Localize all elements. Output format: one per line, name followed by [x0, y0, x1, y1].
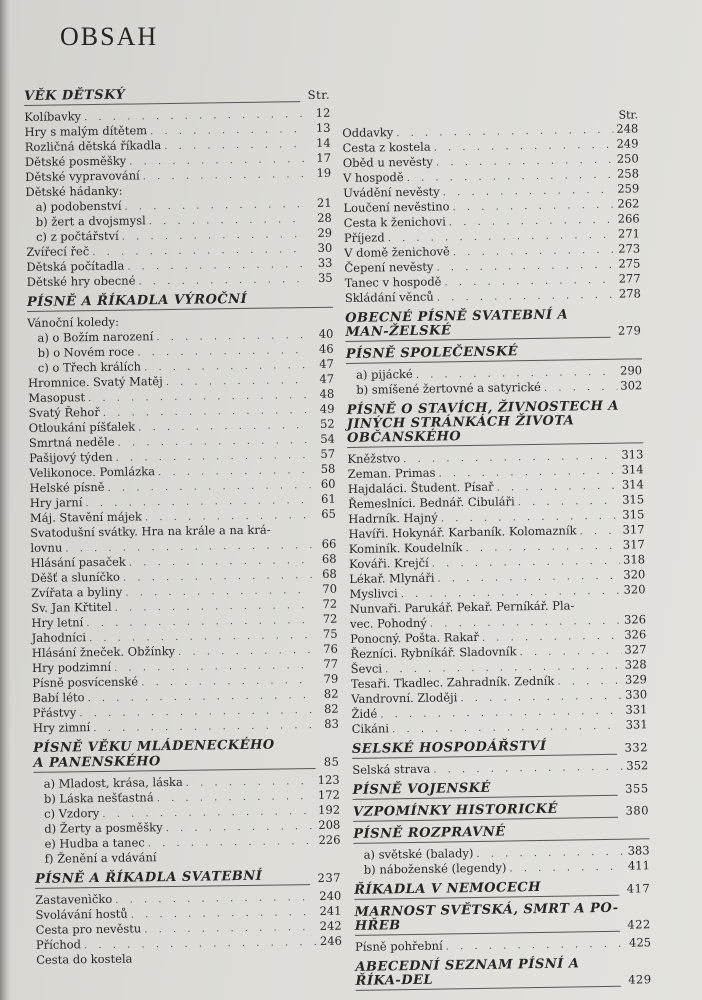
- entry-title: Tesaři. Tkadlec. Zahradník. Zedník: [350, 673, 555, 691]
- page-number: 326: [624, 627, 647, 642]
- dot-leader: [143, 167, 307, 184]
- entry-title: b) žert a dvojsmysl: [35, 213, 146, 229]
- entry-title: Kolíbavky: [24, 109, 82, 124]
- toc-section-heading: PÍSNĚ A ŘÍKADLA VÝROČNÍ: [27, 292, 333, 312]
- page-number: 250: [616, 151, 639, 166]
- page-number: 331: [625, 702, 648, 717]
- entry-title: Hlásání pasaček: [30, 554, 126, 570]
- page-number: 47: [319, 356, 334, 371]
- toc-section-heading: [35, 869, 341, 889]
- toc-section-heading: PÍSNĚ SPOLEČENSKÉ: [346, 343, 642, 364]
- entry-title: Oddavky: [342, 125, 394, 140]
- toc-section-heading: [355, 956, 651, 991]
- toc-section-heading: [352, 738, 648, 759]
- page-number: 47: [319, 371, 335, 386]
- str-header: Str.: [618, 108, 639, 122]
- dot-leader: [126, 192, 307, 195]
- entry-title: Masopust: [28, 390, 86, 405]
- page-number: 273: [618, 241, 641, 256]
- page-number: 226: [318, 832, 341, 847]
- toc-section-heading: PÍSNĚ O STAVÍCH, ŽIVNOSTECH A JINÝCH STRÁNKÁCH ŽIVOTA OBČANSKÉHO: [347, 399, 644, 448]
- entry-title: V domě ženichově: [344, 244, 450, 260]
- page-number: 29: [317, 225, 333, 240]
- page-number: 58: [320, 461, 336, 476]
- entry-title: Ševci: [350, 661, 383, 676]
- page-number: 240: [319, 888, 342, 903]
- page-number: 259: [617, 181, 640, 196]
- entry-title: Nunvaři. Parukář. Pekař. Perníkář. Pla-: [349, 598, 575, 616]
- dot-leader: [519, 644, 621, 661]
- dot-leader: [544, 380, 618, 396]
- entry-title: Pašijový týden: [29, 449, 113, 465]
- page-number: 57: [320, 446, 336, 461]
- entry-title: Dětské vypravování: [25, 168, 140, 184]
- entry-title: Sv. Jan Křtitel: [31, 599, 112, 615]
- entry-title: Cesta pro nevěstu: [35, 921, 142, 937]
- entry-title: Máj. Stavění májek: [29, 509, 143, 525]
- dot-leader: [437, 288, 616, 306]
- page-number: 83: [324, 716, 339, 731]
- page-number: 417: [626, 881, 651, 896]
- entry-title: V hospodě: [342, 170, 404, 185]
- toc-list: [355, 935, 651, 955]
- page-number: 60: [320, 476, 336, 491]
- toc-list: [346, 363, 642, 398]
- page-number: 328: [624, 657, 647, 672]
- page-number: 14: [316, 135, 331, 150]
- entry-title: a) světské (balady): [363, 846, 474, 862]
- entry-title: Lékař. Mlynáři: [349, 570, 435, 586]
- str-header: Str.: [307, 87, 331, 103]
- entry-title: Hry letní: [31, 615, 84, 630]
- page-number: 82: [323, 686, 339, 701]
- section-title: VZPOMÍNKY HISTORICKÉ: [353, 802, 618, 822]
- page-number: 275: [618, 256, 641, 271]
- toc-entry: [33, 717, 339, 736]
- dot-leader: [446, 937, 627, 955]
- page-number: 279: [617, 323, 642, 338]
- entry-title: Myslivci: [349, 586, 398, 601]
- entry-title: Židé: [351, 706, 378, 721]
- dot-leader: [433, 760, 623, 778]
- page-number: 315: [622, 492, 645, 507]
- page-number: 40: [318, 326, 334, 341]
- page-number: 313: [621, 447, 644, 462]
- entry-title: Kněžstvo: [347, 451, 401, 466]
- entry-title: Dětské hry obecné: [26, 273, 136, 289]
- entry-title: f) Ženění a vdávání: [44, 850, 157, 866]
- entry-title: Zeman. Primas: [347, 465, 436, 481]
- page-number: 383: [627, 843, 650, 858]
- page-number: 290: [620, 363, 643, 378]
- entry-title: Uvádění nevěsty: [343, 184, 440, 200]
- page-number: 172: [317, 787, 340, 802]
- page-title: OBSAH: [60, 22, 159, 51]
- page-number: 248: [616, 121, 639, 136]
- entry-title: Zvířecí řeč: [26, 244, 90, 259]
- section-title: A PANENSKÉHO: [33, 753, 316, 773]
- page-number: 52: [319, 416, 335, 431]
- page-number: 331: [625, 717, 648, 732]
- toc-entry: [354, 858, 650, 878]
- page-number: 208: [318, 817, 341, 832]
- toc-list: [347, 447, 647, 737]
- entry-title: e) Hudba a tanec: [44, 835, 145, 851]
- dot-leader: [274, 533, 312, 534]
- page-number: 411: [627, 858, 650, 873]
- toc-list: [352, 758, 648, 778]
- toc-section-heading: [345, 307, 641, 342]
- entry-title: b) o Novém roce: [37, 344, 135, 360]
- section-title: PÍSNĚ A ŘÍKADLA SVATEBNÍ: [35, 869, 310, 889]
- toc-section-heading: [353, 801, 649, 822]
- page-number: 33: [317, 255, 333, 270]
- dot-leader: [518, 494, 620, 511]
- toc-section-heading: [353, 779, 649, 800]
- page-number: 318: [622, 552, 646, 567]
- entry-title: Loučení nevěstino: [343, 199, 450, 215]
- entry-title: a) o Božím narození: [37, 329, 154, 345]
- page-number: 77: [323, 656, 339, 671]
- page-number: 82: [323, 701, 339, 716]
- dot-leader: [557, 674, 622, 690]
- page-number: 48: [319, 386, 335, 401]
- entry-title: Děšť a sluníčko: [30, 569, 121, 585]
- page-number: 49: [319, 401, 335, 416]
- toc-entry: [34, 833, 340, 852]
- toc-section-heading: [354, 901, 650, 936]
- page-number: 242: [319, 918, 342, 933]
- entry-title: Hry podzimní: [31, 659, 112, 675]
- page-number: 317: [622, 522, 645, 537]
- page-number: 330: [625, 687, 648, 702]
- entry-title: Dětské posměšky: [24, 153, 127, 169]
- page-number: 302: [620, 378, 643, 393]
- entry-title: Tanec v hospodě: [344, 274, 442, 290]
- dot-leader: [160, 859, 316, 861]
- toc-list: [24, 106, 332, 290]
- dot-leader: [138, 272, 307, 289]
- page-number: 380: [625, 803, 650, 818]
- entry-title: Hlásání žneček. Obžínky: [31, 643, 176, 660]
- page-number: 262: [617, 196, 640, 211]
- page-number: 277: [618, 271, 641, 286]
- page-number: 326: [623, 612, 647, 627]
- toc-section-heading: PÍSNĚ ROZPRAVNÉ: [353, 823, 649, 844]
- page-number: 30: [317, 240, 333, 255]
- toc-entry: [27, 271, 333, 290]
- entry-title: c) Vzdory: [44, 806, 100, 821]
- entry-title: b) náboženské (legendy): [363, 860, 507, 877]
- entry-title: c) z počtářství: [35, 228, 119, 244]
- dot-leader: [392, 719, 623, 738]
- toc-section-heading: [354, 879, 650, 900]
- entry-title: Ponocný. Pošta. Rakař: [350, 629, 479, 646]
- page-number: 76: [323, 641, 338, 656]
- dot-leader: [577, 609, 620, 610]
- entry-title: Otloukání píšťalek: [28, 419, 136, 435]
- page-number: 70: [322, 581, 338, 596]
- section-title: MARNOST SVĚTSKÁ, SMRT A PO-HŘEB: [354, 900, 619, 934]
- page-number: 320: [623, 567, 646, 582]
- page-binding-edge: [0, 0, 10, 1000]
- entry-title: Hadrník. Hajný: [348, 510, 438, 526]
- entry-title: Cesta k ženichovi: [343, 214, 446, 230]
- entry-title: a) Mladost, krása, láska: [43, 774, 183, 791]
- section-title: SELSKÉ HOSPODÁŘSTVÍ: [352, 739, 617, 759]
- page-number: 332: [624, 740, 649, 755]
- page-number: 249: [616, 136, 639, 151]
- entry-title: Cesta z kostela: [342, 139, 431, 155]
- entry-title: Svatý Řehoř: [28, 404, 100, 420]
- entry-title: vec. Pohodný: [349, 615, 427, 631]
- page-number: 19: [316, 165, 332, 180]
- entry-title: a) pijácké: [355, 366, 413, 382]
- page-number: 422: [627, 917, 651, 932]
- entry-title: Selská strava: [352, 761, 431, 777]
- dot-leader: [136, 960, 318, 963]
- toc-left-column: [24, 86, 342, 968]
- entry-title: Zvířata a byliny: [30, 584, 123, 600]
- page-number: 327: [624, 642, 647, 657]
- toc-list: [35, 889, 342, 968]
- page-number: 271: [617, 226, 641, 241]
- page-number: 314: [621, 462, 644, 477]
- page-number: 13: [315, 120, 331, 135]
- entry-title: Skládání věnců: [344, 289, 434, 305]
- entry-title: Řezníci. Rybníkář. Sladovník: [350, 644, 517, 661]
- page-number: 72: [322, 611, 338, 626]
- entry-title: Helské písně: [29, 479, 105, 495]
- page-number: 266: [617, 211, 640, 226]
- dot-leader: [122, 323, 308, 326]
- entry-title: Jahodníci: [31, 630, 87, 645]
- toc-entry: [345, 286, 641, 306]
- entry-title: Dětské hádanky:: [25, 183, 123, 199]
- entry-title: Havíři. Hokynář. Karbaník. Kolomazník: [348, 523, 577, 541]
- entry-title: Zastavenìčko: [35, 891, 113, 907]
- entry-title: Smrtná neděle: [28, 434, 115, 450]
- entry-title: lovnu: [30, 540, 63, 555]
- section-title: ABECEDNÍ SEZNAM PÍSNÍ A ŘÍKA-DEL: [355, 957, 620, 991]
- page-number: 192: [318, 802, 341, 817]
- entry-title: Hry s malým dítětem: [24, 123, 148, 139]
- page-number: 246: [319, 933, 343, 948]
- page-number: 85: [323, 754, 340, 769]
- toc-list: [27, 312, 339, 736]
- section-title: PÍSNĚ VOJENSKÉ: [353, 780, 618, 800]
- page-number: 241: [319, 903, 342, 918]
- page-number: 429: [628, 972, 652, 987]
- entry-title: d) Žerty a posměšky: [44, 820, 163, 836]
- toc-list: [354, 843, 650, 878]
- entry-title: Babí léto: [32, 690, 85, 705]
- entry-title: Příchod: [35, 937, 82, 952]
- entry-title: Oběd u nevěsty: [342, 154, 434, 170]
- page-number: 237: [317, 870, 342, 885]
- entry-title: a) podobenství: [35, 198, 122, 214]
- page-number: 61: [320, 491, 336, 506]
- toc-section-heading: [24, 86, 330, 106]
- page-number: 65: [321, 506, 337, 521]
- page-number: 352: [626, 758, 649, 773]
- entry-title: Kominík. Koudelník: [348, 540, 463, 556]
- page-number: 320: [623, 582, 646, 597]
- toc-entry: [352, 758, 648, 778]
- entry-title: Dětská počítadla: [26, 258, 125, 274]
- page-number: 329: [624, 672, 648, 687]
- entry-title: Písně posvícenské: [32, 674, 139, 690]
- toc-list: [34, 773, 341, 867]
- entry-title: Písně pohřební: [354, 938, 443, 954]
- entry-title: Cesta do kostela: [36, 951, 133, 967]
- entry-title: Čepení nevěsty: [344, 259, 434, 275]
- toc-entry: [355, 935, 651, 955]
- dot-leader: [509, 860, 625, 877]
- page-number: 72: [322, 596, 338, 611]
- section-title: ŘÍKADLA V NEMOCECH: [354, 880, 619, 900]
- section-title: VĚK DĚTSKÝ: [24, 86, 300, 106]
- page-number: 258: [616, 166, 640, 181]
- page-number: 278: [618, 286, 641, 301]
- entry-title: Svatodušní svátky. Hra na krále a na krá-: [30, 522, 271, 540]
- entry-title: Svolávání hostů: [35, 906, 128, 922]
- page-number: 315: [622, 507, 645, 522]
- dot-leader: [93, 718, 314, 736]
- toc-section-heading: PÍSNĚ VĚKU MLÁDENECKÉHO: [33, 737, 275, 756]
- entry-title: Přástvy: [32, 705, 77, 720]
- toc-right-column: [342, 109, 652, 995]
- entry-title: Vandrovní. Zloději: [351, 690, 458, 706]
- page-number: 314: [621, 477, 644, 492]
- toc-section-heading: [33, 753, 339, 773]
- page-number: 317: [622, 537, 645, 552]
- page-number: 355: [625, 781, 649, 796]
- page-number: 17: [316, 150, 332, 165]
- entry-title: Hromnice. Svatý Matěj: [27, 374, 163, 390]
- entry-title: Hry jarní: [29, 495, 83, 510]
- entry-title: Hajdaláci. Študent. Písař: [347, 479, 494, 496]
- entry-title: Řemeslníci. Bednář. Cibuláři: [348, 494, 515, 511]
- page-number: 68: [322, 566, 337, 581]
- page-number: 425: [628, 935, 652, 950]
- page-number: 66: [321, 536, 337, 551]
- section-title: OBECNÉ PÍSNĚ SVATEBNÍ A MAN-ŽELSKÉ: [345, 308, 610, 342]
- entry-title: c) o Třech králích: [37, 359, 142, 375]
- toc-entry: [25, 166, 331, 185]
- entry-title: b) smíšené žertovné a satyrické: [356, 379, 542, 397]
- page-number: 46: [318, 341, 334, 356]
- entry-title: Kováři. Krejčí: [348, 555, 429, 571]
- page-number: 28: [317, 210, 332, 225]
- page-number: 79: [323, 671, 339, 686]
- page-number: 21: [316, 195, 332, 210]
- entry-title: b) Láska nešťastná: [43, 790, 154, 806]
- dot-leader: [148, 834, 316, 851]
- page-number: 75: [322, 626, 338, 641]
- entry-title: Cikáni: [351, 721, 390, 736]
- entry-title: Vánoční koledy:: [27, 314, 120, 330]
- page-number: 68: [321, 551, 337, 566]
- entry-title: Rozličná dětská říkadla: [24, 138, 162, 154]
- page-number: 54: [320, 431, 335, 446]
- dot-leader: [579, 524, 619, 540]
- entry-title: Hry zimní: [32, 720, 91, 735]
- page-number: 12: [315, 105, 331, 120]
- toc-list: [342, 121, 641, 306]
- page-number: 35: [317, 270, 333, 285]
- page-number: 123: [317, 772, 340, 787]
- entry-title: Velikonoce. Pomlázka: [29, 464, 156, 480]
- entry-title: Příjezd: [343, 230, 385, 245]
